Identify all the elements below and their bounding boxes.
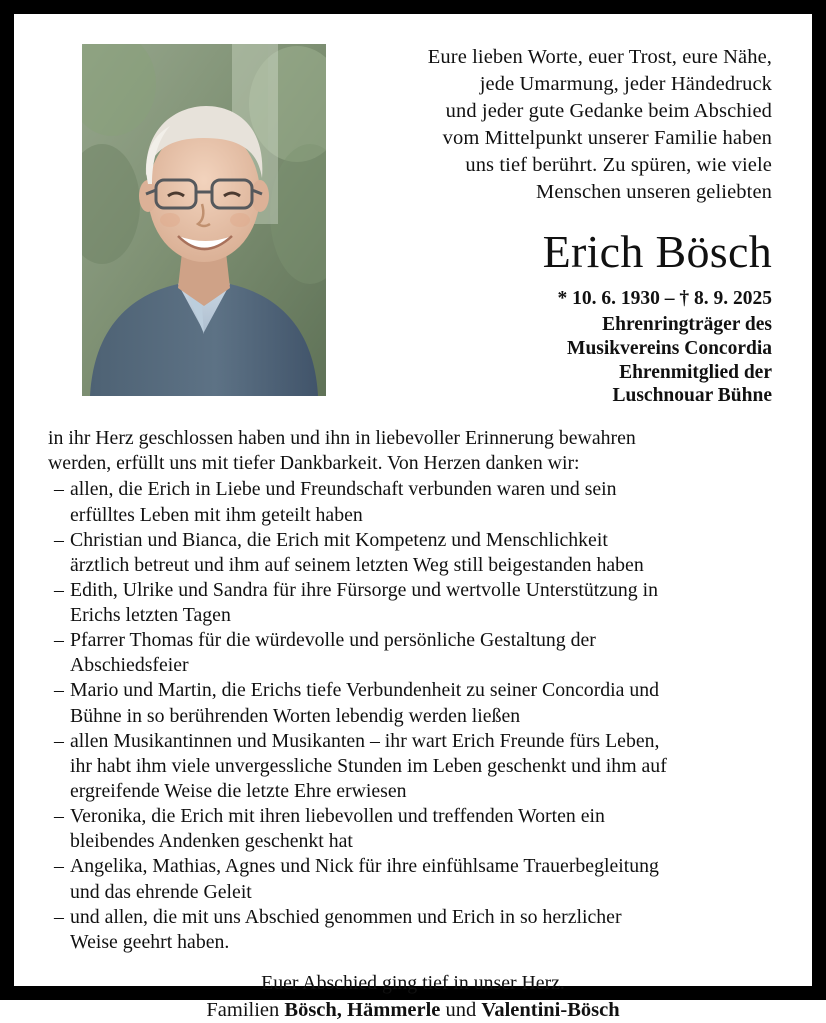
list-item	[48, 854, 778, 904]
intro-line: Menschen unseren geliebten	[536, 181, 772, 204]
intro-paragraph	[348, 44, 772, 206]
list-marker: –	[54, 578, 64, 601]
list-item	[48, 628, 778, 678]
list-item-line: Angelika, Mathias, Agnes und Nick für ihre einfühlsame Trauerbegleitung	[70, 855, 659, 878]
lead-paragraph	[48, 426, 778, 476]
list-marker: –	[54, 629, 64, 652]
list-item-line: Christian und Bianca, die Erich mit Kompetenz und Menschlichkeit	[70, 528, 608, 551]
closing-line: Euer Abschied ging tief in unser Herz.	[261, 972, 565, 995]
intro-line: uns tief berührt. Zu spüren, wie viele	[465, 154, 772, 177]
thanks-list	[48, 477, 778, 955]
signature-part-bold: Bösch, Hämmerle	[284, 998, 441, 1021]
family-signature	[48, 997, 778, 1023]
body-section	[48, 426, 778, 955]
honor-line: Ehrenringträger des	[602, 313, 772, 335]
list-item	[48, 678, 778, 728]
birth-death-dates: * 10. 6. 1930 – † 8. 9. 2025	[557, 287, 772, 309]
list-marker: –	[54, 905, 64, 928]
list-item-line: Weise geehrt haben.	[70, 930, 230, 953]
list-item-line: ergreifende Weise die letzte Ehre erwiesen	[70, 780, 407, 803]
list-marker: –	[54, 729, 64, 752]
honor-line: Luschnouar Bühne	[612, 385, 772, 407]
list-marker: –	[54, 855, 64, 878]
list-item-line: ärztlich betreut und ihm auf seinem letzten Weg still beigestanden haben	[70, 553, 644, 576]
list-item-line: und das ehrende Geleit	[70, 880, 252, 903]
list-marker: –	[54, 478, 64, 501]
list-item	[48, 804, 778, 854]
list-item-line: ihr habt ihm viele unvergessliche Stunden im Leben geschenkt und ihm auf	[70, 754, 667, 777]
intro-line: jede Umarmung, jeder Händedruck	[479, 73, 772, 96]
intro-line: vom Mittelpunkt unserer Familie haben	[442, 127, 772, 150]
honor-line: Ehrenmitglied der	[619, 361, 772, 383]
lead-line: in ihr Herz geschlossen haben und ihn in liebevoller Erinnerung bewahren	[48, 427, 636, 450]
list-item	[48, 729, 778, 804]
portrait-photo-image	[82, 44, 326, 396]
list-item-line: Edith, Ulrike und Sandra für ihre Fürsorge und wertvolle Unterstützung in	[70, 578, 659, 601]
intro-line: und jeder gute Gedanke beim Abschied	[445, 100, 772, 123]
list-item-line: Bühne in so berührenden Worten lebendig werden ließen	[70, 704, 521, 727]
list-item-line: und allen, die mit uns Abschied genommen und Erich in so herzlicher	[70, 905, 622, 928]
signature-part: Familien	[206, 998, 285, 1021]
list-item-line: Abschiedsfeier	[70, 654, 189, 677]
list-marker: –	[54, 679, 64, 702]
list-item-line: Pfarrer Thomas für die würdevolle und persönliche Gestaltung der	[70, 629, 596, 652]
list-item-line: allen Musikantinnen und Musikanten – ihr wart Erich Freunde fürs Leben,	[70, 729, 660, 752]
honors-block	[348, 313, 772, 408]
list-marker: –	[54, 805, 64, 828]
portrait-photo	[82, 44, 326, 396]
intro-line: Eure lieben Worte, euer Trost, eure Nähe,	[427, 46, 772, 68]
obituary-inner-frame	[14, 14, 812, 1021]
list-item-line: allen, die Erich in Liebe und Freundschaft verbunden waren und sein	[70, 478, 617, 501]
list-item-line: Veronika, die Erich mit ihren liebevollen und treffenden Worten ein	[70, 805, 605, 828]
list-marker: –	[54, 528, 64, 551]
list-item	[48, 477, 778, 527]
list-item	[48, 528, 778, 578]
list-item	[48, 905, 778, 955]
list-item-line: Mario und Martin, die Erichs tiefe Verbundenheit zu seiner Concordia und	[70, 679, 660, 702]
photo-container	[48, 44, 326, 396]
list-item-line: Erichs letzten Tagen	[70, 604, 231, 627]
signature-part-bold: Valentini-Bösch	[481, 998, 620, 1021]
header-section	[48, 44, 778, 408]
list-item	[48, 578, 778, 628]
lead-line: werden, erfüllt uns mit tiefer Dankbarkeit. Von Herzen danken wir:	[48, 452, 580, 475]
signature-part: und	[440, 998, 482, 1021]
list-item-line: erfülltes Leben mit ihm geteilt haben	[70, 503, 363, 526]
honor-line: Musikvereins Concordia	[567, 337, 772, 359]
closing-section	[48, 971, 778, 1023]
list-item-line: bleibendes Andenken geschenkt hat	[70, 830, 353, 853]
deceased-name: Erich Bösch	[542, 226, 772, 278]
header-text-block	[326, 44, 778, 408]
